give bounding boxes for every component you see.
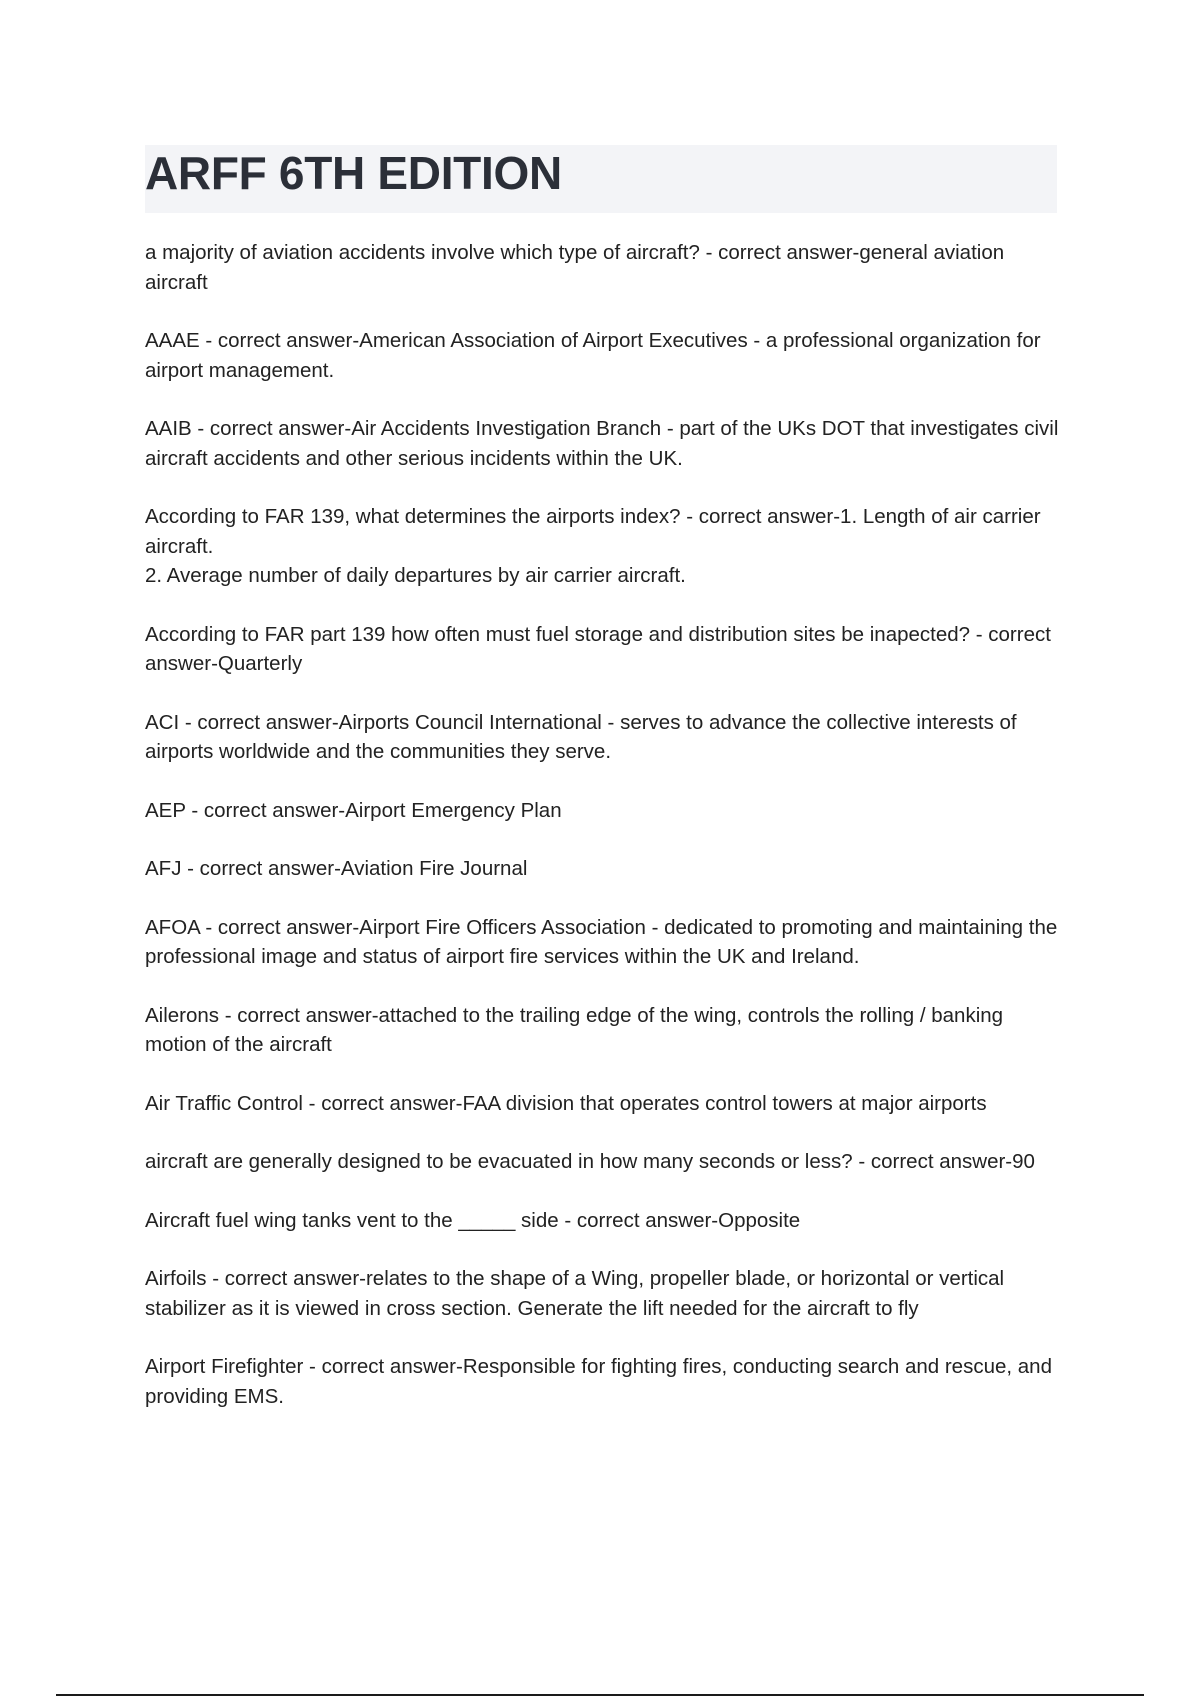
title-band — [145, 145, 1057, 213]
qa-list — [145, 238, 1065, 1440]
footer-divider — [56, 1694, 1144, 1696]
qa-entry: According to FAR 139, what determines the airports index? - correct answer-1. Length of air carrier aircraft. 2. Average number of daily departures by air carrier aircraft. — [145, 505, 1041, 587]
qa-entry: aircraft are generally designed to be evacuated in how many seconds or less? - correct answer-90 — [145, 1150, 1035, 1173]
qa-entry: Ailerons - correct answer-attached to the trailing edge of the wing, controls the rolling / banking motion of the aircraft — [145, 1003, 1004, 1056]
qa-entry: AAIB - correct answer-Air Accidents Investigation Branch - part of the UKs DOT that investigates civil aircraft accidents and other serious incidents within the UK. — [145, 417, 1059, 470]
qa-entry: AAAE - correct answer-American Association of Airport Executives - a professional organization for airport management. — [145, 329, 1041, 382]
qa-entry: Air Traffic Control - correct answer-FAA division that operates control towers at major airports — [145, 1091, 987, 1115]
qa-entry: AFJ - correct answer-Aviation Fire Journal — [145, 857, 528, 880]
qa-entry: Aircraft fuel wing tanks vent to the _____ side - correct answer-Opposite — [145, 1208, 801, 1232]
qa-entry: According to FAR part 139 how often must fuel storage and distribution sites be inapected? - correct answer-Quarterly — [145, 622, 1051, 675]
qa-entry: Airfoils - correct answer-relates to the shape of a Wing, propeller blade, or horizontal or vertical stabilizer as it is viewed in cross section. Generate the lift needed for the aircraft to fly — [145, 1267, 1005, 1320]
document-title: ARFF 6TH EDITION — [145, 147, 562, 199]
qa-entry: ACI - correct answer-Airports Council International - serves to advance the collective interests of airports worldwide and the communities they serve. — [145, 710, 1017, 763]
qa-entry: AFOA - correct answer-Airport Fire Officers Association - dedicated to promoting and maintaining the professional image and status of airport fire services within the UK and Ireland. — [145, 915, 1058, 968]
qa-entry: a majority of aviation accidents involve which type of aircraft? - correct answer-general aviation aircraft — [145, 241, 1005, 294]
qa-entry: Airport Firefighter - correct answer-Responsible for fighting fires, conducting search and rescue, and providing EMS. — [145, 1355, 1052, 1408]
qa-entry: AEP - correct answer-Airport Emergency Plan — [145, 798, 562, 822]
